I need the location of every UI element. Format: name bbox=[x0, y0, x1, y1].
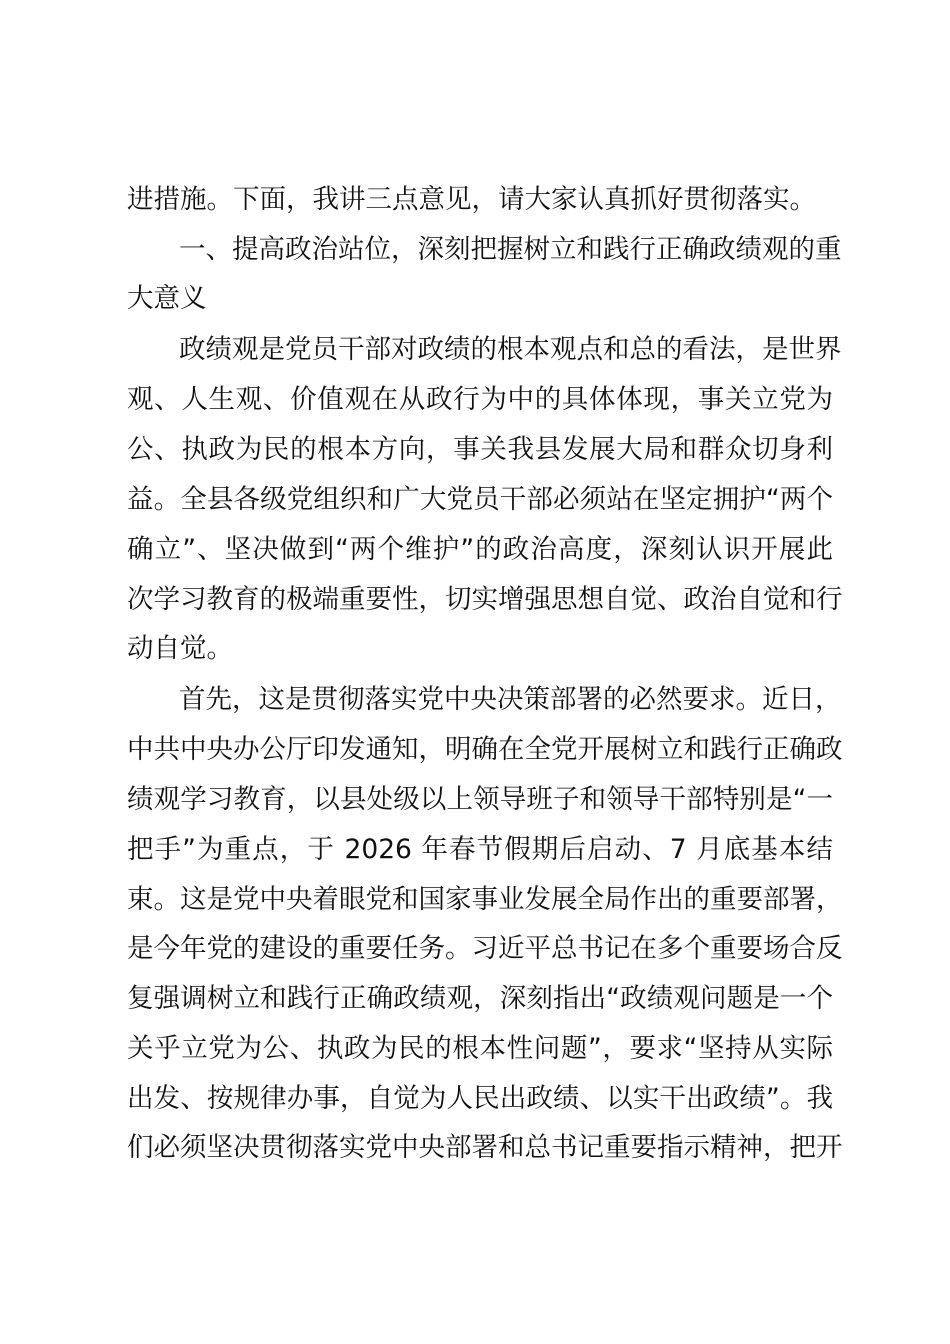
text-line: 进措施。下面，我讲三点意见，请大家认真抓好贯彻落实。 bbox=[127, 184, 816, 215]
text-line: 把手”为重点，于 2026 年春节假期后启动、7 月底基本结 bbox=[127, 834, 833, 865]
text-line: 确立”、坚决做到“两个维护”的政治高度，深刻认识开展此 bbox=[127, 534, 833, 565]
text-line: 观、人生观、价值观在从政行为中的具体体现，事关立党为 bbox=[127, 384, 833, 415]
text-line: 复强调树立和践行正确政绩观，深刻指出“政绩观问题是一个 bbox=[127, 983, 833, 1014]
text-line: 首先，这是贯彻落实党中央决策部署的必然要求。近日， bbox=[179, 684, 842, 715]
text-line: 出发、按规律办事，自觉为人民出政绩、以实干出政绩”。我 bbox=[127, 1083, 833, 1114]
text-line: 们必须坚决贯彻落实党中央部署和总书记重要指示精神，把开 bbox=[127, 1132, 843, 1163]
text-line: 束。这是党中央着眼党和国家事业发展全局作出的重要部署， bbox=[127, 884, 843, 915]
section-heading-line: 一、提高政治站位，深刻把握树立和践行正确政绩观的重 bbox=[179, 234, 842, 265]
text-line: 益。全县各级党组织和广大党员干部必须站在坚定拥护“两个 bbox=[127, 484, 833, 515]
text-line: 政绩观是党员干部对政绩的根本观点和总的看法，是世界 bbox=[179, 334, 842, 365]
text-line: 绩观学习教育，以县处级以上领导班子和领导干部特别是“一 bbox=[127, 784, 833, 815]
section-heading-line: 大意义 bbox=[127, 283, 207, 314]
text-line: 公、执政为民的根本方向，事关我县发展大局和群众切身利 bbox=[127, 434, 833, 465]
text-line: 中共中央办公厅印发通知，明确在全党开展树立和践行正确政 bbox=[127, 734, 843, 765]
text-line: 次学习教育的极端重要性，切实增强思想自觉、政治自觉和行 bbox=[127, 584, 843, 615]
text-line: 是今年党的建设的重要任务。习近平总书记在多个重要场合反 bbox=[127, 933, 843, 964]
text-line: 动自觉。 bbox=[127, 633, 233, 664]
text-line: 关乎立党为公、执政为民的根本性问题”，要求“坚持从实际 bbox=[127, 1033, 833, 1064]
